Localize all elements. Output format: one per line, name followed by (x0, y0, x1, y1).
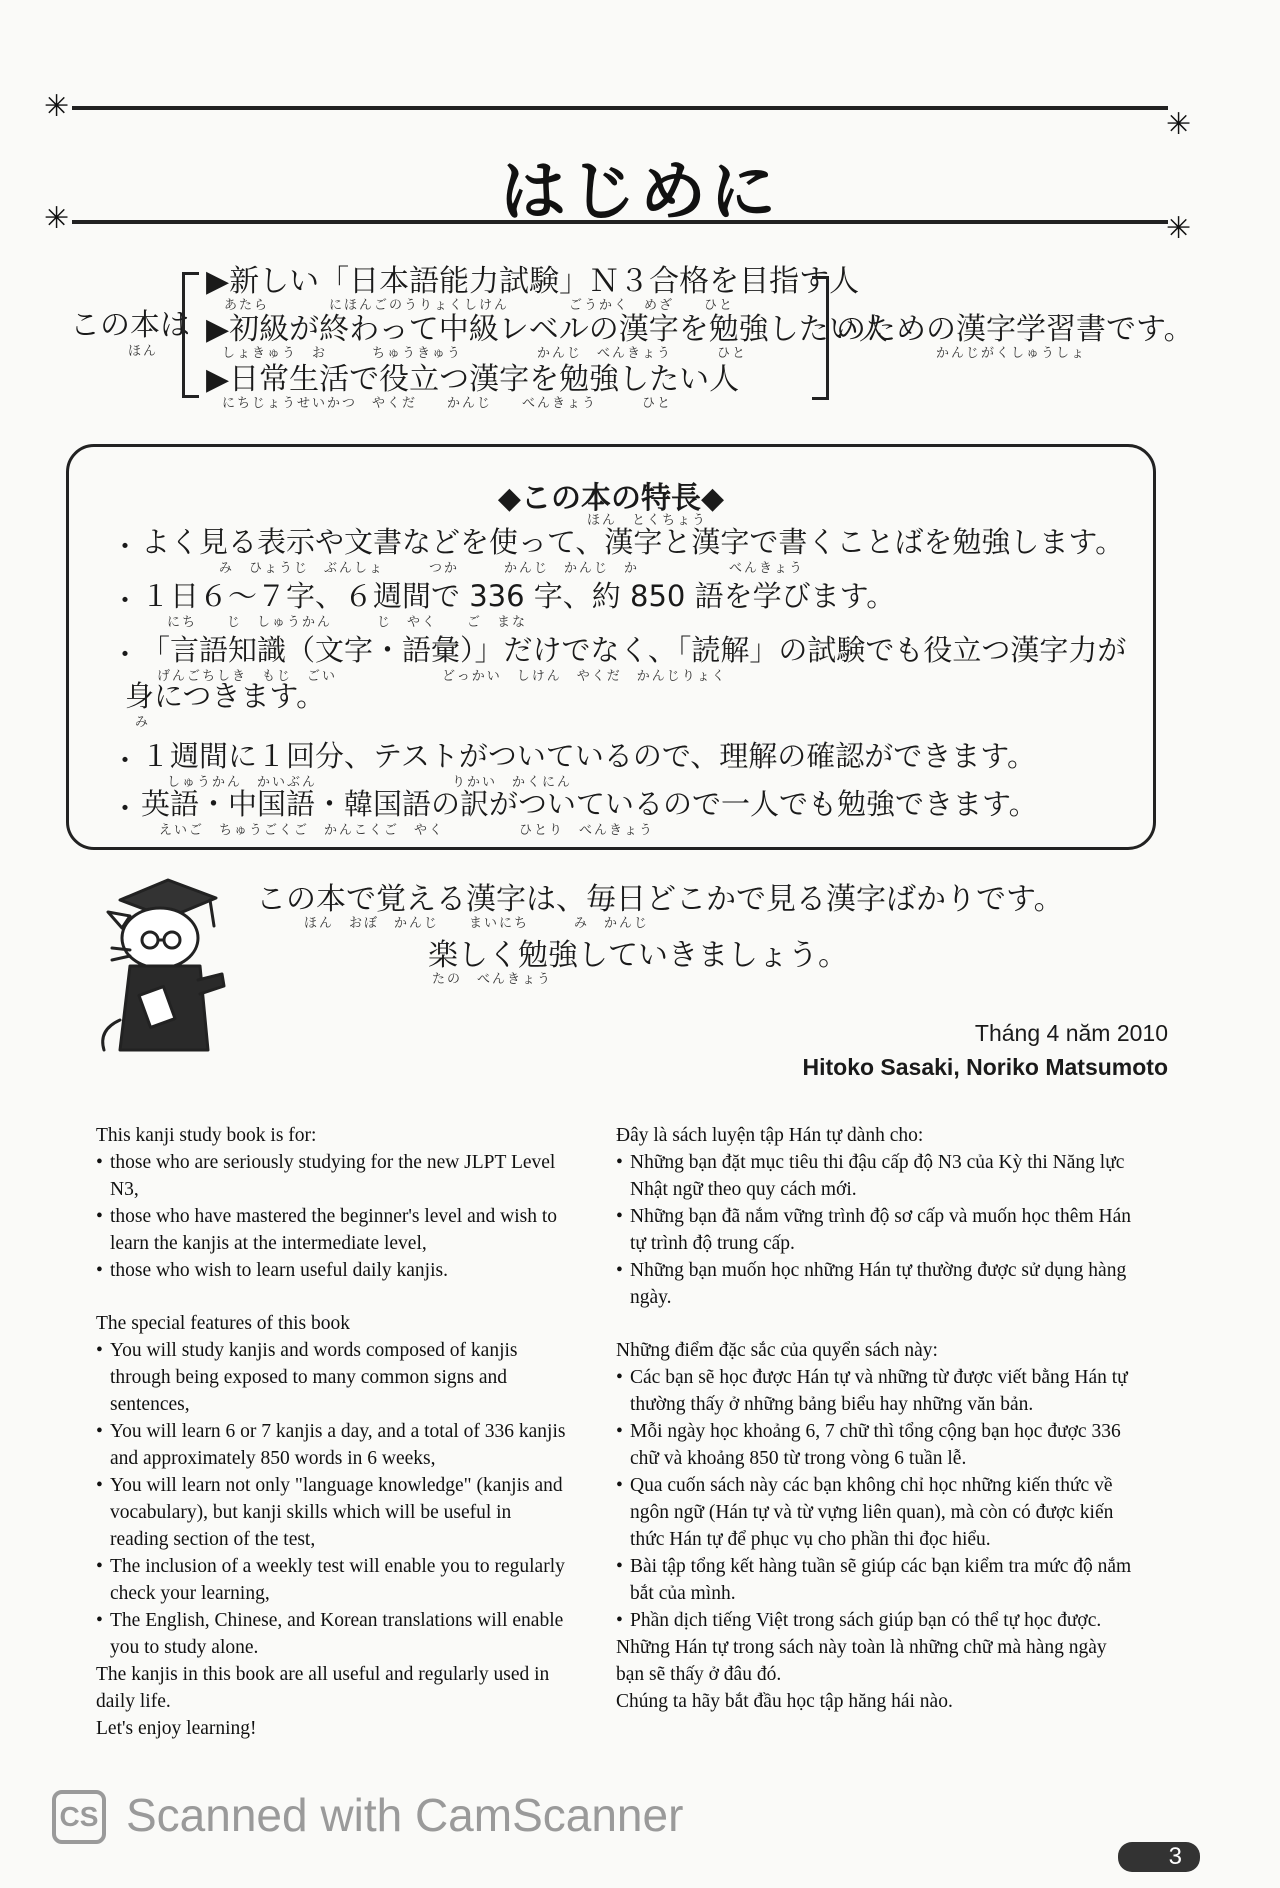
english-closing-2: Let's enjoy learning! (96, 1718, 257, 1739)
vietnamese-closing-1: Những Hán tự trong sách này toàn là những chữ mà hàng ngày bạn sẽ thấy ở đâu đó. (616, 1637, 1107, 1685)
bullet-icon: ・ (111, 584, 140, 617)
feature-item-2: １日６～７字、６週間で 336 字、約 850 語を学びます。 (141, 579, 896, 613)
list-item: • The English, Chinese, and Korean translations will enable you to study alone. (96, 1607, 566, 1661)
feature-item-4-furigana: しゅうかん かいぶん りかい かくにん (167, 775, 573, 790)
feature-item-1-furigana: み ひょうじ ぶんしょ つか かんじ かんじ か べんきょう (219, 561, 805, 576)
list-item: • Những bạn muốn học những Hán tự thường được sử dụng hàng ngày. (616, 1257, 1136, 1311)
scanner-watermark: Scanned with CamScanner (126, 1789, 684, 1841)
feature-item-3-cont-furigana: み (135, 715, 151, 730)
spacer (96, 1284, 566, 1310)
feature-item-4: １週間に１回分、テストがついているので、理解の確認ができます。 (141, 739, 1036, 773)
closing-line-1: この本で覚える漢字は、毎日どこかで見る漢字ばかりです。 (256, 882, 1064, 917)
english-features-list (96, 1337, 566, 1661)
mascot-cat-professor-icon (90, 870, 230, 1060)
intro-prefix: この本は (70, 308, 190, 343)
feature-item-2-furigana: にち じ しゅうかん じ やく ご まな (167, 615, 528, 630)
intro-line-2: ▶初級が終わって中級レベルの漢字を勉強したい人 (206, 312, 889, 347)
feature-item-1: よく見る表示や文書などを使って、漢字と漢字で書くことばを勉強します。 (141, 525, 1125, 559)
feature-item-3: 「言語知識（文字・語彙）」だけでなく、「読解」の試験でも役立つ漢字力が (141, 633, 1127, 667)
vietnamese-features-heading: Những điểm đặc sắc của quyển sách này: (616, 1340, 938, 1361)
bullet-icon: ・ (111, 792, 140, 825)
vietnamese-for-list (616, 1149, 1136, 1311)
feature-item-3-furigana: げんごちしき もじ ごい どっかい しけん やくだ かんじりょく (157, 669, 727, 684)
list-item: • Phần dịch tiếng Việt trong sách giúp bạn có thể tự học được. (616, 1607, 1136, 1634)
list-item: • Những bạn đặt mục tiêu thi đậu cấp độ N3 của Kỳ thi Năng lực Nhật ngữ theo quy cách mới. (616, 1149, 1136, 1203)
list-item: • Bài tập tổng kết hàng tuần sẽ giúp các bạn kiểm tra mức độ nắm bắt của mình. (616, 1553, 1136, 1607)
top-rule (72, 106, 1168, 110)
features-title-furigana: ほん とくちょう (587, 513, 708, 528)
english-for-list (96, 1149, 566, 1284)
list-item: • You will study kanjis and words composed of kanjis through being exposed to many common signs and sentences, (96, 1337, 566, 1418)
list-item: • You will learn 6 or 7 kanjis a day, and a total of 336 kanjis and approximately 850 words in 6 weeks, (96, 1418, 566, 1472)
list-item: • those who are seriously studying for the new JLPT Level N3, (96, 1149, 566, 1203)
star-left-bottom-icon: ✳ (44, 201, 70, 236)
english-closing-1: The kanjis in this book are all useful and regularly used in daily life. (96, 1664, 550, 1712)
list-item: • Qua cuốn sách này các bạn không chỉ học những kiến thức về ngôn ngữ (Hán tự và từ vựng liên quan), mà còn có được kiến thức Hán tự để phục vụ cho phần thi đọc hiểu. (616, 1472, 1136, 1553)
closing-line-1-furigana: ほん おぼ かんじ まいにち み かんじ (304, 916, 650, 931)
list-item: • Mỗi ngày học khoảng 6, 7 chữ thì tổng cộng bạn học được 336 chữ và khoảng 850 từ trong vòng 6 tuần lễ. (616, 1418, 1136, 1472)
closing-line-2-furigana: たの べんきょう (432, 972, 553, 987)
list-item: • Các bạn sẽ học được Hán tự và những từ được viết bằng Hán tự thường thấy ở những bảng biểu hay những văn bản. (616, 1364, 1136, 1418)
intro-suffix-furigana: かんじがくしゅうしょ (936, 346, 1087, 361)
vietnamese-column (616, 1122, 1136, 1715)
vietnamese-for-heading: Đây là sách luyện tập Hán tự dành cho: (616, 1125, 924, 1146)
page-number: 3 (1118, 1842, 1200, 1872)
feature-item-5-furigana: えいご ちゅうごくご かんこくご やく ひとり べんきょう (159, 823, 655, 838)
feature-item-3-cont: 身につきます。 (125, 679, 326, 713)
features-box (66, 444, 1156, 850)
intro-line-3-furigana: にちじょうせいかつ やくだ かんじ べんきょう ひと (222, 396, 673, 411)
camscanner-logo-icon: CS (52, 1790, 106, 1844)
feature-item-5: 英語・中国語・韓国語の訳がついているので一人でも勉強できます。 (141, 787, 1038, 821)
list-item: • those who have mastered the beginner's level and wish to learn the kanjis at the intermediate level, (96, 1203, 566, 1257)
star-left-top-icon: ✳ (44, 89, 70, 124)
intro-line-1-furigana: あたら にほんごのうりょくしけん ごうかく めざ ひと (224, 298, 735, 313)
intro-prefix-furigana: ほん (128, 344, 159, 359)
intro-bracket-right (812, 276, 829, 400)
vietnamese-closing-2: Chúng ta hãy bắt đầu học tập hăng hái nào. (616, 1691, 953, 1712)
list-item: • You will learn not only "language knowledge" (kanjis and vocabulary), but kanji skills which will be useful in reading section of the test, (96, 1472, 566, 1553)
intro-line-3: ▶日常生活で役立つ漢字を勉強したい人 (206, 362, 740, 397)
closing-line-2: 楽しく勉強していきましょう。 (428, 938, 848, 973)
page-title: はじめに (500, 153, 780, 230)
vietnamese-features-list (616, 1364, 1136, 1634)
english-for-heading: This kanji study book is for: (96, 1125, 317, 1146)
english-column (96, 1122, 566, 1742)
bullet-icon: ・ (111, 744, 140, 777)
features-title: ◆この本の特長◆ (497, 481, 725, 516)
list-item: • The inclusion of a weekly test will enable you to regularly check your learning, (96, 1553, 566, 1607)
star-right-bottom-icon: ✳ (1166, 211, 1192, 246)
intro-line-1: ▶新しい「日本語能力試験」Ｎ３合格を目指す人 (206, 264, 860, 299)
signature-date: Tháng 4 năm 2010 (974, 1020, 1168, 1046)
list-item: • Những bạn đã nắm vững trình độ sơ cấp và muốn học thêm Hán tự trình độ trung cấp. (616, 1203, 1136, 1257)
intro-line-2-furigana: しょきゅう お ちゅうきゅう かんじ べんきょう ひと (222, 346, 748, 361)
english-features-heading: The special features of this book (96, 1313, 350, 1334)
spacer (616, 1311, 1136, 1337)
bullet-icon: ・ (111, 530, 140, 563)
intro-suffix: のための漢字学習書です。 (836, 312, 1194, 347)
signature-authors: Hitoko Sasaki, Noriko Matsumoto (802, 1054, 1168, 1080)
intro-bracket-left (182, 272, 199, 398)
list-item: • those who wish to learn useful daily kanjis. (96, 1257, 566, 1284)
title-rule (72, 220, 1168, 224)
star-right-top-icon: ✳ (1166, 107, 1192, 142)
bullet-icon: ・ (111, 638, 140, 671)
